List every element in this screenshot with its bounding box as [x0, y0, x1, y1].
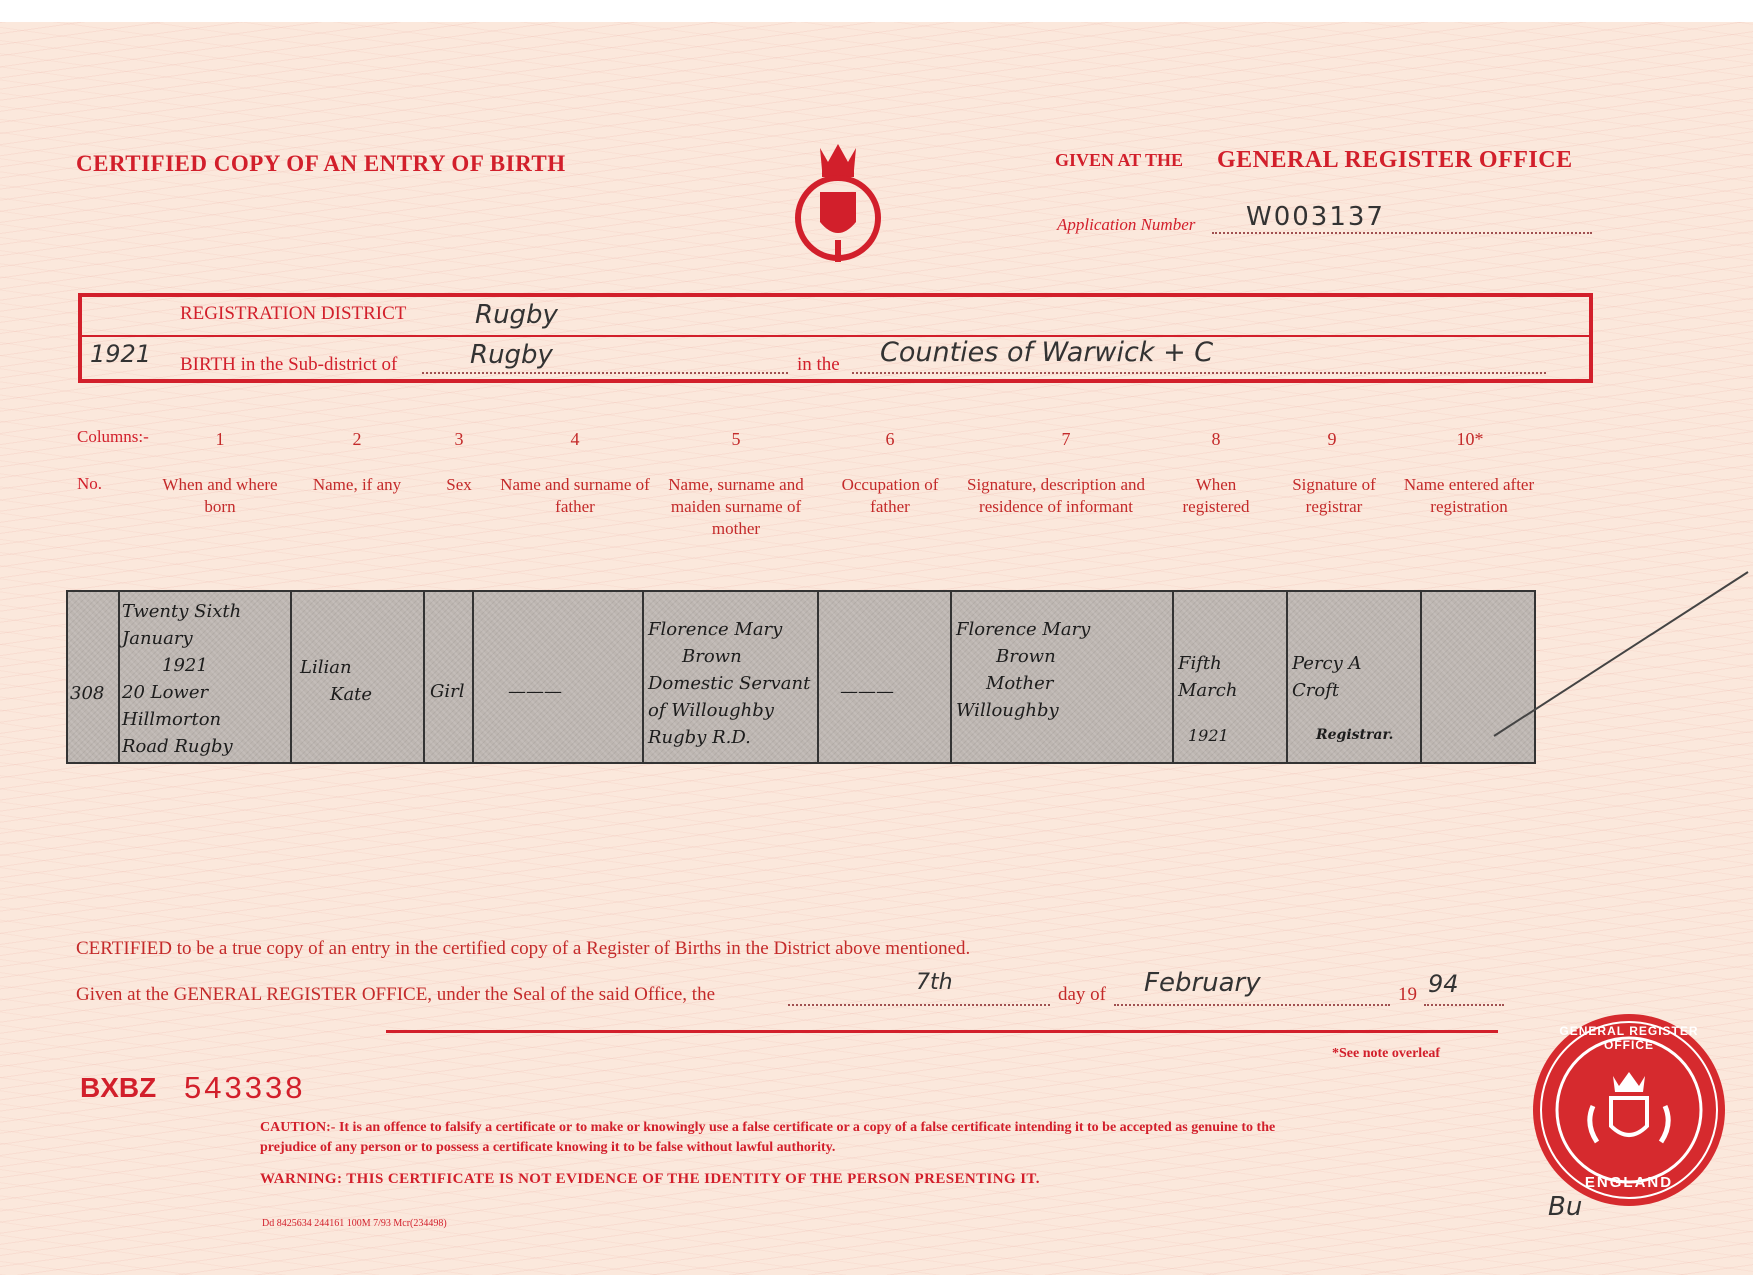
column-heading: Name, if any — [312, 475, 402, 494]
entry-line: Brown — [996, 646, 1056, 667]
entry-line: Willoughby — [956, 700, 1059, 721]
warning-text: WARNING: THIS CERTIFICATE IS NOT EVIDENCE OF THE IDENTITY OF THE PERSON PRESENTING IT. — [260, 1171, 1040, 1187]
entry-line: Mother — [986, 673, 1054, 694]
overleaf-note: *See note overleaf — [1332, 1046, 1441, 1061]
given-at-label: GIVEN AT THE — [1055, 150, 1184, 170]
entry-row — [66, 590, 1536, 764]
day-of-label: day of — [1058, 984, 1107, 1005]
entry-father: ——— — [508, 681, 562, 702]
footer-rule — [386, 1030, 1498, 1033]
entry-line: Percy A — [1292, 653, 1362, 674]
in-the-label: in the — [797, 354, 840, 375]
application-number-value: W003137 — [1246, 202, 1385, 232]
given-month: February — [1144, 968, 1261, 998]
registration-year: 1921 — [90, 340, 152, 368]
entry-line: Domestic Servant — [648, 673, 811, 694]
county-value: Counties of Warwick + C — [880, 337, 1214, 368]
given-day: 7th — [916, 970, 953, 995]
column-number: 7 — [1061, 429, 1071, 449]
entry-mother — [648, 616, 828, 751]
entry-registrar — [1292, 650, 1418, 749]
entry-number: 308 — [70, 683, 105, 704]
column-heading: Signature, description and residence of informant — [967, 475, 1145, 516]
entry-line: Registrar. — [1316, 727, 1394, 743]
registration-divider — [82, 335, 1589, 337]
column-heading: Name and surname of father — [500, 475, 650, 516]
entry-father-occupation: ——— — [840, 681, 894, 702]
office-name: GENERAL REGISTER OFFICE — [1217, 147, 1573, 173]
caution-text: CAUTION:- It is an offence to falsify a certificate or to make or knowingly use a false certificate or a copy of a false certificate intending it to be accepted as genuine to the prejudice of any person or to possess a certificate knowing it to be false without lawful authority. — [260, 1120, 1276, 1155]
signature-initials: Bu — [1548, 1192, 1583, 1222]
column-number: 6 — [885, 429, 895, 449]
column-heading: When registered — [1182, 475, 1250, 516]
column-separator — [950, 592, 952, 762]
entry-line: Road Rugby — [122, 736, 233, 757]
entry-line: Rugby R.D. — [648, 727, 751, 748]
application-number-label: Application Number — [1057, 215, 1196, 234]
given-statement: Given at the GENERAL REGISTER OFFICE, under the Seal of the said Office, the — [76, 984, 716, 1005]
entry-line: Twenty Sixth — [122, 601, 242, 622]
column-number: 9 — [1327, 429, 1337, 449]
serial-prefix: BXBZ — [80, 1072, 157, 1103]
entry-sex: Girl — [430, 681, 465, 702]
year-line — [1424, 1000, 1504, 1006]
given-century: 19 — [1398, 984, 1417, 1005]
entry-line: Kate — [330, 684, 373, 705]
column-heading: Signature of registrar — [1292, 475, 1376, 516]
day-line — [788, 1000, 1050, 1006]
certified-statement: CERTIFIED to be a true copy of an entry in the certified copy of a Register of Births in the District above mentioned. — [76, 938, 971, 959]
given-year: 94 — [1428, 970, 1459, 998]
columns-label: Columns:- — [77, 427, 149, 446]
entry-line: 1921 — [1188, 726, 1229, 745]
column-heading: Name, surname and maiden surname of mother — [668, 475, 804, 538]
entry-when-registered — [1178, 650, 1286, 749]
column-number: 4 — [570, 429, 580, 449]
birth-subdistrict-label: BIRTH in the Sub-district of — [180, 354, 398, 375]
entry-line: Florence Mary — [956, 619, 1091, 640]
county-line — [852, 368, 1546, 374]
column-separator — [290, 592, 292, 762]
column-number: 8 — [1211, 429, 1221, 449]
column-number: 10* — [1456, 429, 1484, 449]
seal-country: ENGLAND — [1584, 1174, 1674, 1191]
print-code: Dd 8425634 244161 100M 7/93 Mcr(234498) — [262, 1218, 447, 1229]
entry-line: March — [1178, 680, 1238, 701]
entry-line: 1921 — [162, 655, 208, 676]
serial-number: 543338 — [184, 1070, 306, 1105]
subdistrict-value: Rugby — [470, 340, 553, 370]
entry-line: January — [122, 628, 193, 649]
entry-line: of Willoughby — [648, 700, 774, 721]
column-number: 3 — [454, 429, 464, 449]
column-heading: Sex — [446, 475, 472, 494]
no-label: No. — [77, 474, 103, 493]
column-separator — [1420, 592, 1422, 762]
royal-arms-icon — [790, 140, 886, 264]
entry-line: Hillmorton — [122, 709, 222, 730]
column-heading: Occupation of father — [841, 475, 939, 516]
column-heading: Name entered after registration — [1403, 475, 1535, 516]
entry-line: Florence Mary — [648, 619, 783, 640]
cancellation-stroke — [1490, 570, 1753, 740]
column-number: 5 — [731, 429, 741, 449]
register-office-seal — [1533, 1014, 1725, 1206]
entry-line: Fifth — [1178, 653, 1222, 674]
column-number: 1 — [215, 429, 225, 449]
registration-district-label: REGISTRATION DISTRICT — [180, 303, 407, 324]
column-separator — [642, 592, 644, 762]
certificate-title: CERTIFIED COPY OF AN ENTRY OF BIRTH — [76, 151, 566, 176]
column-separator — [472, 592, 474, 762]
entry-informant — [956, 616, 1166, 724]
column-number: 2 — [352, 429, 362, 449]
column-separator — [423, 592, 425, 762]
entry-when-where-born — [122, 598, 288, 760]
entry-line: 20 Lower — [122, 682, 209, 703]
month-line — [1114, 1000, 1390, 1006]
column-separator — [1286, 592, 1288, 762]
entry-name — [300, 654, 420, 708]
column-heading: When and where born — [162, 475, 278, 516]
seal-text: GENERAL REGISTER OFFICE — [1559, 1024, 1699, 1052]
column-separator — [1172, 592, 1174, 762]
column-separator — [118, 592, 120, 762]
registration-district-value: Rugby — [475, 300, 558, 330]
entry-line: Brown — [682, 646, 742, 667]
entry-line: Lilian — [300, 657, 352, 678]
entry-line: Croft — [1292, 680, 1340, 701]
